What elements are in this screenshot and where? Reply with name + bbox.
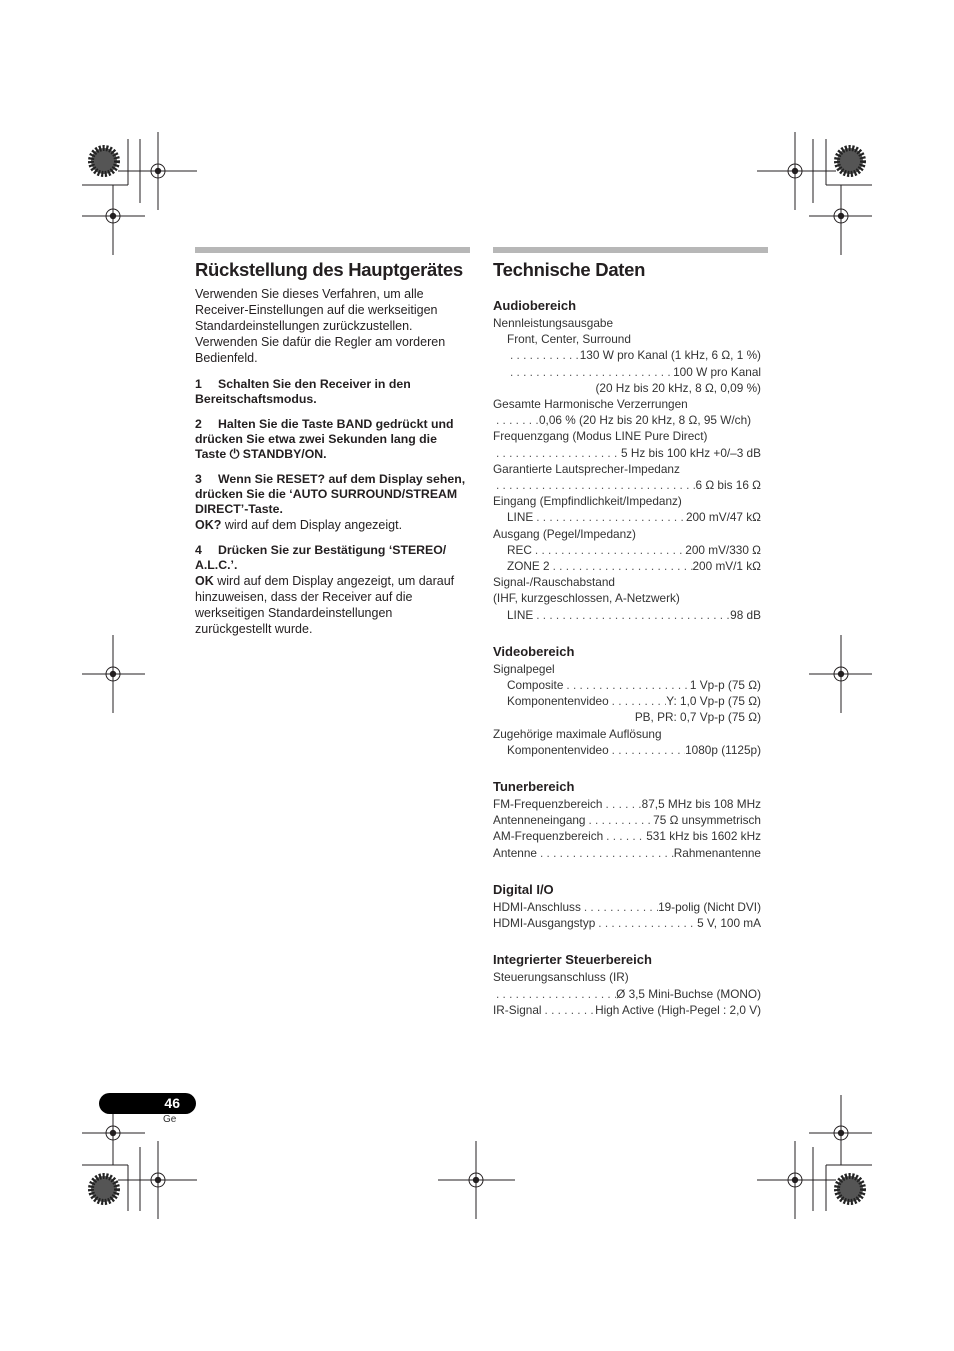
digital-heading: Digital I/O xyxy=(493,881,554,897)
step-3: 3 Wenn Sie RESET? auf dem Display sehen, drücken Sie die ‘AUTO SURROUND/STREAM DIRECT’-Taste. OK? wird auf dem Display angezeigt. xyxy=(195,472,470,533)
control-specs: Steuerungsanschluss (IR) . . . Ø 3,5 Mini-Buchse (MONO) IR-Signal . . . High Active (High-Pegel : 2,0 V) xyxy=(493,969,768,1018)
section-bar xyxy=(195,247,470,253)
step-4-note: OK wird auf dem Display angezeigt, um darauf hinzuweisen, dass der Receiver auf die werkseitigen Standardeinstellungen zurückgestellt wurde. xyxy=(195,574,455,636)
step-1: 1 Schalten Sie den Receiver in den Bereitschaftsmodus. xyxy=(195,377,411,406)
step-2: 2 Halten Sie die Taste BAND gedrückt und drücken Sie etwa zwei Sekunden lang die Taste ⏻ STANDBY/ON. xyxy=(195,417,454,461)
specs-title: Technische Daten xyxy=(493,259,646,280)
step-4: 4 Drücken Sie zur Bestätigung ‘STEREO/ A.L.C.’. OK wird auf dem Display angezeigt, um darauf hinzuweisen, dass der Receiver auf die werkseitigen Standardeinstellungen zurückgestellt wurde. xyxy=(195,543,470,637)
video-specs: Signalpegel Composite . . . 1 Vp-p (75 Ω) Komponentenvideo . . . Y: 1,0 Vp-p (75 Ω) PB, PR: 0,7 Vp-p (75 Ω) Zugehörige maximale Auflösung Komponentenvideo . . . 1080p (1125p) xyxy=(493,661,768,758)
language-code: Ge xyxy=(163,1114,177,1125)
control-heading: Integrierter Steuerbereich xyxy=(493,952,652,968)
audio-specs: Nennleistungsausgabe Front, Center, Surround . . . 130 W pro Kanal (1 kHz, 6 Ω, 1 %) . . . 100 W pro Kanal (20 Hz bis 20 kHz, 8 Ω, 0,09 %) Gesamte Harmonische Verzerrungen . . . 0,06 % (20 Hz bis 20 kHz, 8 Ω, 95 W/ch) Frequenzgang (Modus LINE Pure Direct) . . . 5 Hz bis 100 kHz +0/–3 dB Garantierte Lautsprecher-Impedanz . . . 6 Ω bis 16 Ω Eingang (Empfindlichkeit/Impedanz) LINE . . . 200 mV/47 kΩ Ausgang (Pegel/Impedanz) REC . . . 200 mV/330 Ω ZONE 2 . . . 200 mV/1 kΩ Signal-/Rauschabstand (IHF, kurzgeschlossen, A-Netzwerk) LINE . . . 98 dB xyxy=(493,315,768,623)
tuner-heading: Tunerbereich xyxy=(493,779,575,795)
tuner-specs: FM-Frequenzbereich . . . 87,5 MHz bis 108 MHz Antenneneingang . . . 75 Ω unsymmetrisch AM-Frequenzbereich . . . 531 kHz bis 1602 kHz Antenne . . . Rahmenantenne xyxy=(493,796,768,861)
reset-section xyxy=(195,247,470,647)
digital-specs: HDMI-Anschluss . . . 19-polig (Nicht DVI) HDMI-Ausgangstyp . . . 5 V, 100 mA xyxy=(493,899,768,931)
page-number-badge xyxy=(99,1093,196,1114)
section-bar xyxy=(493,247,768,253)
video-heading: Videobereich xyxy=(493,643,575,659)
reset-title: Rückstellung des Hauptgerätes xyxy=(195,259,463,280)
step-3-note: OK? wird auf dem Display angezeigt. xyxy=(195,518,403,532)
reset-intro: Verwenden Sie dieses Verfahren, um alle Receiver-Einstellungen auf die werkseitigen Standardeinstellungen zurückzustellen. Verwenden Sie dafür die Regler am vorderen Bedienfeld. xyxy=(195,287,446,365)
audio-heading: Audiobereich xyxy=(493,298,577,313)
specs-section xyxy=(493,247,768,1018)
page-number: 46 xyxy=(164,1095,180,1111)
